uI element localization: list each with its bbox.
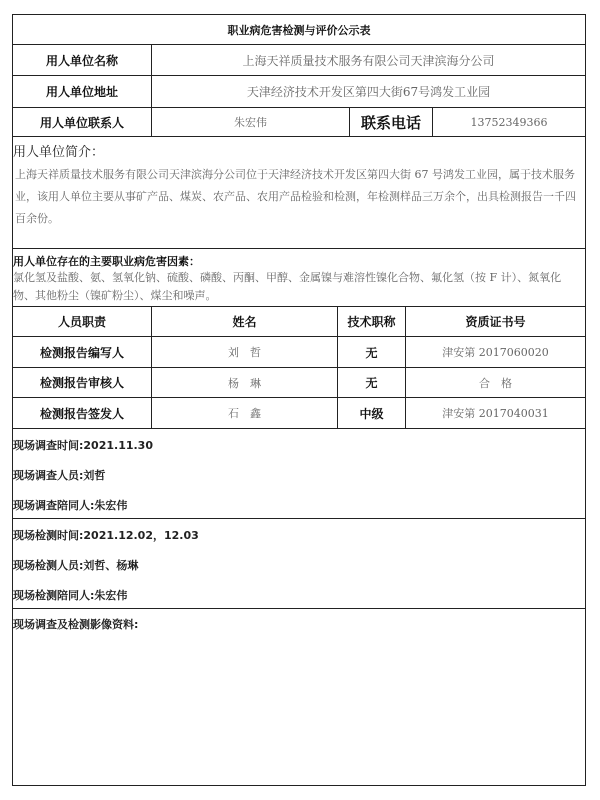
form-title: 职业病危害检测与评价公示表 <box>227 23 371 37</box>
staff-title: 无 <box>338 368 406 397</box>
unit-contact-row <box>13 108 585 137</box>
detection-time: 现场检测时间:2021.12.02，12.03 <box>13 529 199 542</box>
unit-contact-value: 朱宏伟 <box>152 108 350 136</box>
phone-value: 13752349366 <box>470 115 548 129</box>
unit-name-value: 上海天祥质量技术服务有限公司天津滨海分公司 <box>242 53 495 68</box>
phone-label: 联系电话 <box>350 108 433 136</box>
images-section <box>13 609 585 785</box>
unit-address-value: 天津经济技术开发区第四大街67号鸿发工业园 <box>246 85 491 99</box>
header-role: 人员职责 <box>13 307 152 336</box>
table-row <box>13 337 585 368</box>
survey-time: 现场调查时间:2021.11.30 <box>13 439 153 452</box>
header-title: 技术职称 <box>338 307 406 336</box>
detection-section <box>13 519 585 609</box>
detection-staff: 现场检测人员:刘哲、杨琳 <box>13 559 139 572</box>
detection-escort: 现场检测陪同人:朱宏伟 <box>13 589 128 602</box>
unit-contact-label: 用人单位联系人 <box>13 108 152 136</box>
hazards-section <box>13 249 585 307</box>
staff-role: 检测报告审核人 <box>13 368 152 397</box>
survey-staff: 现场调查人员:刘哲 <box>13 469 106 482</box>
table-row <box>13 368 585 398</box>
staff-title: 中级 <box>338 398 406 428</box>
staff-name: 石 鑫 <box>152 398 338 428</box>
staff-cert: 津安第 2017060020 <box>442 346 549 359</box>
title-row <box>13 15 585 45</box>
images-heading: 现场调查及检测影像资料: <box>13 618 139 631</box>
survey-escort: 现场调查陪同人:朱宏伟 <box>13 499 128 512</box>
staff-name: 刘 哲 <box>152 337 338 367</box>
unit-address-label: 用人单位地址 <box>13 76 152 107</box>
staff-name: 杨 琳 <box>152 368 338 397</box>
staff-role: 检测报告编写人 <box>13 337 152 367</box>
table-row <box>13 398 585 429</box>
staff-header-row <box>13 307 585 337</box>
disclosure-form <box>12 14 586 786</box>
staff-role: 检测报告签发人 <box>13 398 152 428</box>
staff-cert: 津安第 2017040031 <box>442 407 549 420</box>
unit-name-row <box>13 45 585 76</box>
survey-section <box>13 429 585 519</box>
staff-cert: 合 格 <box>479 376 512 390</box>
header-name: 姓名 <box>152 307 338 336</box>
unit-address-row <box>13 76 585 108</box>
hazards-heading: 用人单位存在的主要职业病危害因素： <box>13 255 200 268</box>
header-cert: 资质证书号 <box>465 315 526 329</box>
unit-name-label: 用人单位名称 <box>13 45 152 75</box>
intro-text: 上海天祥质量技术服务有限公司天津滨海分公司位于天津经济技术开发区第四大街 67 号鸿发工业园，属于技术服务业，该用人单位主要从事矿产品、煤炭、农产品、农用产品检验和检测，年检测样品三万余个，出具检测报告一千四百余份。 <box>15 168 576 225</box>
intro-section <box>13 137 585 249</box>
intro-heading: 用人单位简介： <box>13 145 105 160</box>
staff-title: 无 <box>338 337 406 367</box>
hazards-text: 氯化氢及盐酸、氨、氢氧化钠、硫酸、磷酸、丙酮、甲醇、金属镍与难溶性镍化合物、氟化氢（按 F 计）、氮氧化物、其他粉尘（镍矿粉尘）、煤尘和噪声。 <box>13 271 562 302</box>
